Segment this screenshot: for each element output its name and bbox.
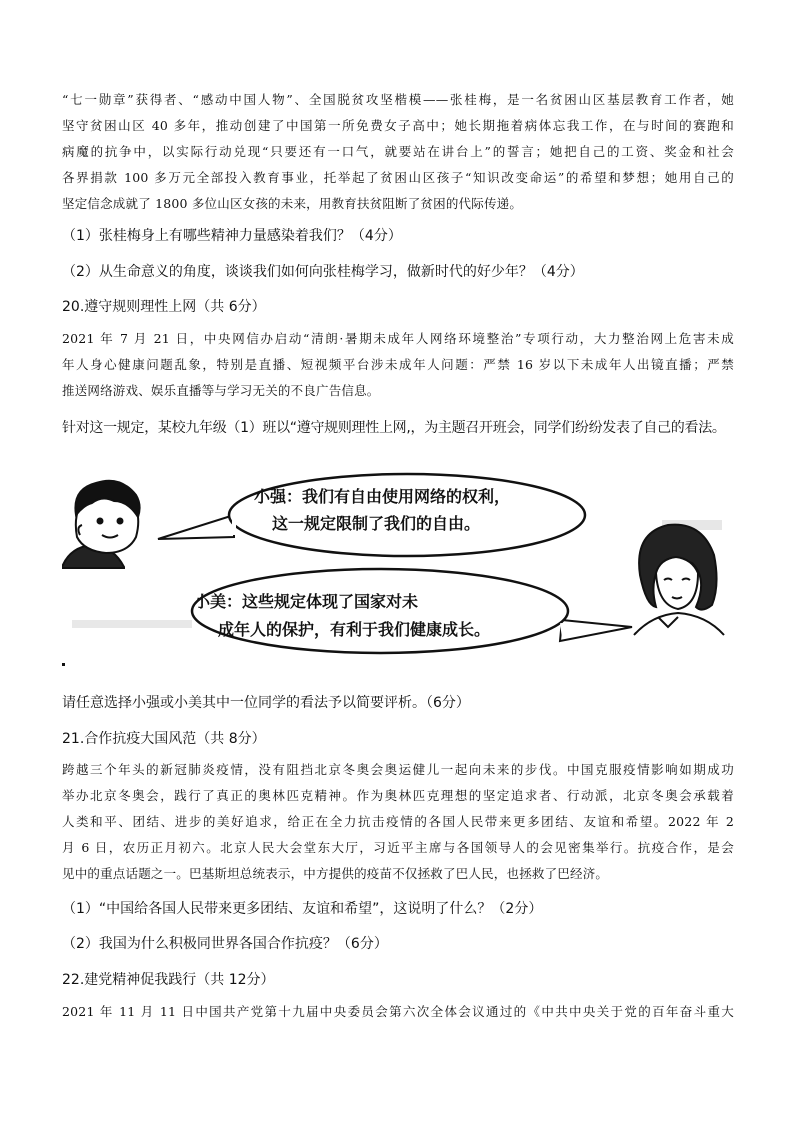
question-21-1: （1）“中国给各国人民带来更多团结、友谊和希望”，这说明了什么？（2分） bbox=[62, 901, 543, 917]
paragraph-line: “七一勋章”获得者、“感动中国人物”、全国脱贫攻坚楷模——张桂梅，是一名贫困山区基层教育工作者，她 bbox=[62, 92, 734, 107]
section-20-heading: 20.遵守规则理性上网（共 6分） bbox=[62, 299, 266, 315]
dialogue-svg bbox=[62, 455, 734, 673]
question-21-2: （2）我国为什么积极同世界各国合作抗疫？（6分） bbox=[62, 936, 388, 952]
paragraph-line: 举办北京冬奥会，践行了真正的奥林匹克精神。作为奥林匹克理想的坚定追求者、行动派，北京冬奥会承载着 bbox=[62, 788, 734, 803]
bubble-bottom-line1: 小美：这些规定体现了国家对未 bbox=[194, 592, 419, 611]
paragraph-line: 跨越三个年头的新冠肺炎疫情，没有阻挡北京冬奥会奥运健儿一起向未来的步伐。中国克服疫情影响如期成功 bbox=[62, 762, 734, 777]
boy-figure bbox=[62, 481, 140, 568]
paragraph-line: 坚守贫困山区 40 多年，推动创建了中国第一所免费女子高中；她长期拖着病体忘我工作，在与时间的赛跑和 bbox=[62, 118, 734, 133]
paragraph-line: 2021 年 7 月 21 日，中央网信办启动“清朗·暑期未成年人网络环境整治”专项行动，大力整治网上危害未成 bbox=[62, 331, 734, 346]
section-22-heading: 22.建党精神促我践行（共 12分） bbox=[62, 972, 275, 988]
paragraph-line: 病魔的抗争中，以实际行动兑现“只要还有一口气，就要站在讲台上”的誓言；她把自己的工资、奖金和社会 bbox=[62, 144, 734, 159]
bubble-bottom-line2: 成年人的保护，有利于我们健康成长。 bbox=[218, 620, 491, 639]
bubble-top bbox=[158, 474, 585, 556]
paragraph-line: 见中的重点话题之一。巴基斯坦总统表示，中方提供的疫苗不仅拯救了巴人民，也拯救了巴经济。 bbox=[62, 866, 609, 881]
girl-figure bbox=[634, 525, 724, 635]
paragraph-line: 各界捐款 100 多万元全部投入教育事业，托举起了贫困山区孩子“知识改变命运”的希望和梦想；她用自己的 bbox=[62, 170, 734, 185]
question-19-1: （1）张桂梅身上有哪些精神力量感染着我们？（4分） bbox=[62, 228, 402, 244]
section-21-heading: 21.合作抗疫大国风范（共 8分） bbox=[62, 731, 266, 747]
bubble-top-line2: 这一规定限制了我们的自由。 bbox=[272, 514, 481, 533]
paragraph-line: 2021 年 11 月 11 日中国共产党第十九届中央委员会第六次全体会议通过的《中共中央关于党的百年奋斗重大 bbox=[62, 1004, 734, 1019]
paragraph-line: 月 6 日，农历正月初六。北京人民大会堂东大厅，习近平主席与各国领导人的会见密集举行。抗疫合作，是会 bbox=[62, 840, 734, 855]
bubble-bottom bbox=[192, 569, 632, 653]
section-20-context: 针对这一规定，某校九年级（1）班以“遵守规则理性上网,，为主题召开班会，同学们纷纷发表了自己的看法。 bbox=[62, 420, 726, 436]
section-21-paragraph bbox=[62, 757, 734, 887]
paragraph-line: 推送网络游戏、娱乐直播等与学习无关的不良广告信息。 bbox=[62, 383, 380, 398]
bubble-top-line1: 小强：我们有自由使用网络的权利， bbox=[254, 487, 511, 506]
intro-paragraph bbox=[62, 87, 734, 217]
paragraph-line: 坚定信念成就了 1800 多位山区女孩的未来，用教育扶贫阻断了贫困的代际传递。 bbox=[62, 196, 523, 211]
paragraph-line: 人类和平、团结、进步的美好追求，给正在全力抗击疫情的各国人民带来更多团结、友谊和希望。2022 年 2 bbox=[62, 814, 734, 829]
question-19-2: （2）从生命意义的角度，谈谈我们如何向张桂梅学习，做新时代的好少年？（4分） bbox=[62, 264, 584, 280]
dialogue-illustration bbox=[62, 455, 734, 673]
section-20-question: 请任意选择小强或小美其中一位同学的看法予以简要评析。（6分） bbox=[62, 695, 470, 711]
dot-artifact bbox=[62, 663, 65, 666]
section-20-paragraph bbox=[62, 326, 734, 404]
section-22-paragraph bbox=[62, 999, 734, 1025]
paragraph-line: 年人身心健康问题乱象，特别是直播、短视频平台涉未成年人问题：严禁 16 岁以下未成年人出镜直播；严禁 bbox=[62, 357, 734, 372]
